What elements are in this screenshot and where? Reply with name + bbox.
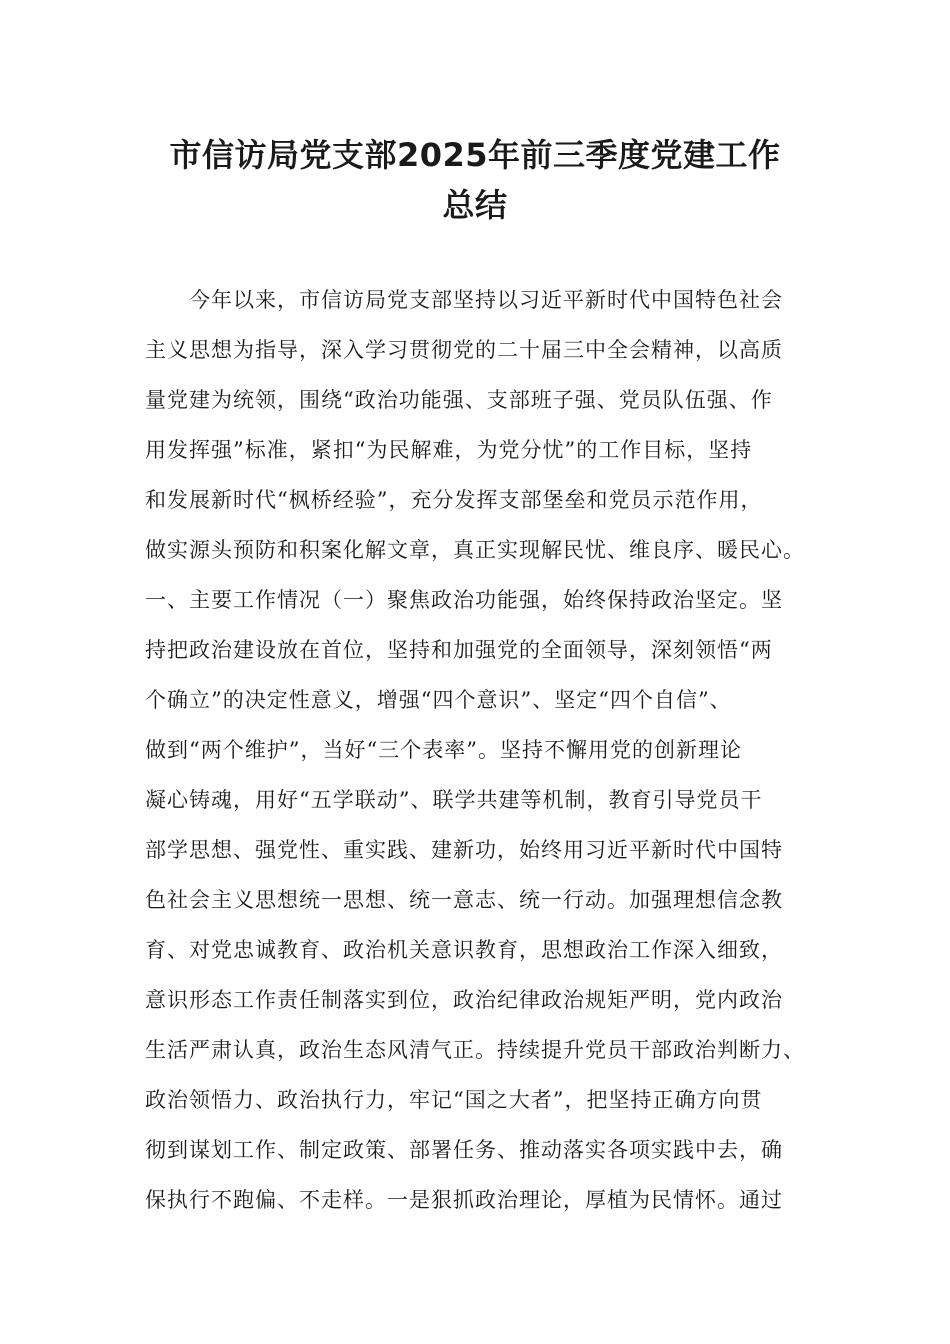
body-line: 凝心铸魂，用好“五学联动”、联学共建等机制，教育引导党员干 (145, 788, 763, 812)
document-body (145, 282, 810, 1232)
body-line: 生活严肃认真，政治生态风清气正。持续提升党员干部政治判断力、 (145, 1038, 805, 1062)
body-line: 持把政治建设放在首位，坚持和加强党的全面领导，深刻领悟“两 (145, 638, 773, 662)
body-line: 政治领悟力、政治执行力，牢记“国之大者”，把坚持正确方向贯 (145, 1088, 763, 1112)
title-line-2: 总结 (442, 186, 508, 224)
body-line: 和发展新时代“枫桥经验”，充分发挥支部堡垒和党员示范作用， (145, 488, 763, 512)
body-line: 一、主要工作情况（一）聚焦政治功能强，始终保持政治坚定。坚 (145, 588, 783, 612)
body-line: 部学思想、强党性、重实践、建新功，始终用习近平新时代中国特 (145, 838, 783, 862)
body-line: 彻到谋划工作、制定政策、部署任务、推动落实各项实践中去，确 (145, 1138, 783, 1162)
body-line: 色社会主义思想统一思想、统一意志、统一行动。加强理想信念教 (145, 888, 783, 912)
body-line: 个确立”的决定性意义，增强“四个意识”、坚定“四个自信”、 (145, 688, 732, 712)
body-line: 做实源头预防和积案化解文章，真正实现解民忧、维良序、暖民心。 (145, 538, 805, 562)
document-title (120, 130, 830, 230)
body-line: 主义思想为指导，深入学习贯彻党的二十届三中全会精神，以高质 (145, 338, 783, 362)
body-line: 今年以来，市信访局党支部坚持以习近平新时代中国特色社会 (189, 288, 783, 312)
body-line: 做到“两个维护”，当好“三个表率”。坚持不懈用党的创新理论 (145, 738, 742, 762)
body-line: 育、对党忠诚教育、政治机关意识教育，思想政治工作深入细致， (145, 938, 783, 962)
body-line: 意识形态工作责任制落实到位，政治纪律政治规矩严明，党内政治 (145, 988, 783, 1012)
body-line: 量党建为统领，围绕“政治功能强、支部班子强、党员队伍强、作 (145, 388, 773, 412)
title-line-1: 市信访局党支部2025年前三季度党建工作 (169, 136, 781, 174)
body-line: 用发挥强”标准，紧扣“为民解难，为党分忧”的工作目标，坚持 (145, 438, 753, 462)
body-line: 保执行不跑偏、不走样。一是狠抓政治理论，厚植为民情怀。通过 (145, 1188, 783, 1212)
